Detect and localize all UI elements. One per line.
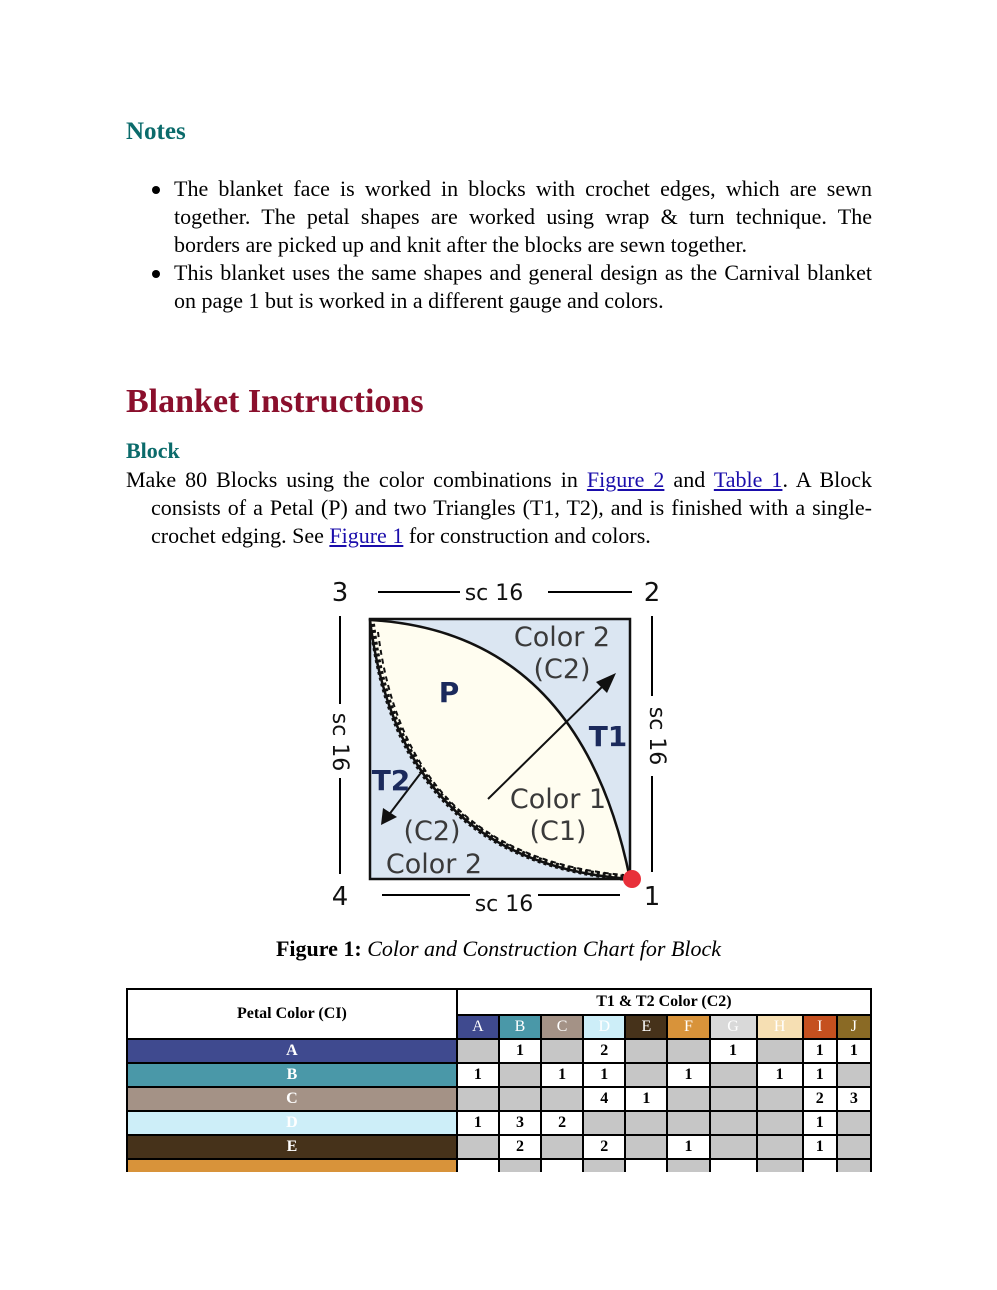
column-header-d: D (583, 1015, 625, 1039)
block-diagram-svg (320, 572, 680, 922)
table-cell (541, 1135, 583, 1159)
table-cell: 2 (541, 1111, 583, 1135)
column-header-b: B (499, 1015, 541, 1039)
edge-label: sc 16 (474, 892, 534, 917)
table-cell (583, 1111, 625, 1135)
table-cell: 4 (583, 1087, 625, 1111)
table-cell (499, 1063, 541, 1087)
paragraph-text: . A Block consists of a Petal (P) and two Triangles (T1, T2), and is finished with a single-crochet edging. See (151, 467, 873, 548)
row-label: A (127, 1039, 457, 1063)
table-cell: 1 (837, 1039, 871, 1063)
table-1-link[interactable]: Table 1 (713, 467, 783, 492)
color-label: Color 1 (509, 784, 607, 815)
t1-label: T1 (588, 720, 628, 753)
table-cell (757, 1039, 803, 1063)
table-cell: 1 (757, 1063, 803, 1087)
table-cell (757, 1111, 803, 1135)
figure-2-link[interactable]: Figure 2 (586, 467, 665, 492)
table-cell: 2 (499, 1135, 541, 1159)
table-cell: 2 (583, 1135, 625, 1159)
corner-label: 2 (643, 578, 661, 608)
edge-label: sc 16 (327, 712, 352, 772)
caption-text: Color and Construction Chart for Block (361, 936, 722, 961)
row-label: E (127, 1135, 457, 1159)
section-heading: Blanket Instructions (126, 383, 424, 420)
table-cell (541, 1087, 583, 1111)
row-header: Petal Color (CI) (127, 989, 457, 1039)
color-label: Color 2 (385, 849, 483, 880)
figure-caption (0, 936, 997, 962)
table-cell (499, 1087, 541, 1111)
petal-label: P (438, 676, 460, 709)
table-cell: 3 (837, 1087, 871, 1111)
table-cell (457, 1039, 499, 1063)
table-cell: 1 (667, 1135, 709, 1159)
color-label: (C1) (529, 816, 587, 847)
table-cell: 1 (803, 1063, 837, 1087)
color-label: (C2) (403, 816, 461, 847)
table-cell (837, 1111, 871, 1135)
column-header-j: J (837, 1015, 871, 1039)
notes-item: This blanket uses the same shapes and general design as the Carnival blanket on page 1 but is worked in a different gauge and colors. (126, 259, 872, 315)
table-cell (625, 1039, 667, 1063)
edge-label: sc 16 (464, 581, 524, 606)
page-cutoff (0, 1172, 997, 1290)
table-cell (625, 1111, 667, 1135)
column-group-header: T1 & T2 Color (C2) (457, 989, 871, 1015)
notes-list (126, 175, 872, 315)
color-label: Color 2 (513, 622, 611, 653)
table-cell: 1 (710, 1039, 757, 1063)
table-cell (837, 1135, 871, 1159)
column-header-c: C (541, 1015, 583, 1039)
table-cell (757, 1087, 803, 1111)
table-cell (541, 1039, 583, 1063)
block-paragraph (126, 466, 872, 550)
table-cell (757, 1135, 803, 1159)
column-header-i: I (803, 1015, 837, 1039)
table-row (127, 1087, 871, 1111)
column-header-f: F (667, 1015, 709, 1039)
table-cell (457, 1135, 499, 1159)
t2-label: T2 (371, 764, 411, 797)
table-cell (625, 1063, 667, 1087)
table-cell (457, 1087, 499, 1111)
table-row (127, 1135, 871, 1159)
table-cell (625, 1135, 667, 1159)
table-cell: 1 (457, 1063, 499, 1087)
column-header-a: A (457, 1015, 499, 1039)
edge-label: sc 16 (644, 706, 669, 766)
table-cell (710, 1063, 757, 1087)
table-cell: 1 (457, 1111, 499, 1135)
column-header-h: H (757, 1015, 803, 1039)
row-label: D (127, 1111, 457, 1135)
table-cell: 2 (583, 1039, 625, 1063)
table-row (127, 1111, 871, 1135)
notes-item: The blanket face is worked in blocks with crochet edges, which are sewn together. The petal shapes are worked using wrap & turn technique. The borders are picked up and knit after the blocks are sewn together. (126, 175, 872, 259)
paragraph-text: Make 80 Blocks using the color combinations in (126, 467, 587, 492)
corner-label: 4 (331, 882, 349, 912)
table-cell: 1 (541, 1063, 583, 1087)
table-cell: 1 (583, 1063, 625, 1087)
table-cell (710, 1135, 757, 1159)
table-cell: 1 (803, 1111, 837, 1135)
figure-1-link[interactable]: Figure 1 (329, 523, 404, 548)
table-cell (710, 1087, 757, 1111)
notes-heading: Notes (126, 118, 186, 145)
corner-label: 1 (643, 882, 661, 912)
table-cell: 1 (625, 1087, 667, 1111)
row-label: C (127, 1087, 457, 1111)
corner-label: 3 (331, 578, 349, 608)
table-cell (667, 1111, 709, 1135)
table-cell: 1 (803, 1039, 837, 1063)
subsection-heading: Block (126, 438, 180, 463)
caption-label: Figure 1: (275, 936, 362, 961)
table-cell (710, 1111, 757, 1135)
column-header-g: G (710, 1015, 757, 1039)
table-cell: 2 (803, 1087, 837, 1111)
table-row (127, 1063, 871, 1087)
table-cell: 1 (667, 1063, 709, 1087)
table-cell (667, 1039, 709, 1063)
paragraph-text: for construction and colors. (403, 523, 651, 548)
color-label: (C2) (533, 654, 591, 685)
table-row (127, 1039, 871, 1063)
row-label: B (127, 1063, 457, 1087)
start-dot (623, 870, 641, 888)
column-header-e: E (625, 1015, 667, 1039)
color-table (126, 988, 872, 1184)
table-cell: 1 (803, 1135, 837, 1159)
table-cell (667, 1087, 709, 1111)
paragraph-text: and (664, 467, 714, 492)
table-cell: 1 (499, 1039, 541, 1063)
table-cell (837, 1063, 871, 1087)
block-diagram (320, 572, 680, 922)
table-cell: 3 (499, 1111, 541, 1135)
